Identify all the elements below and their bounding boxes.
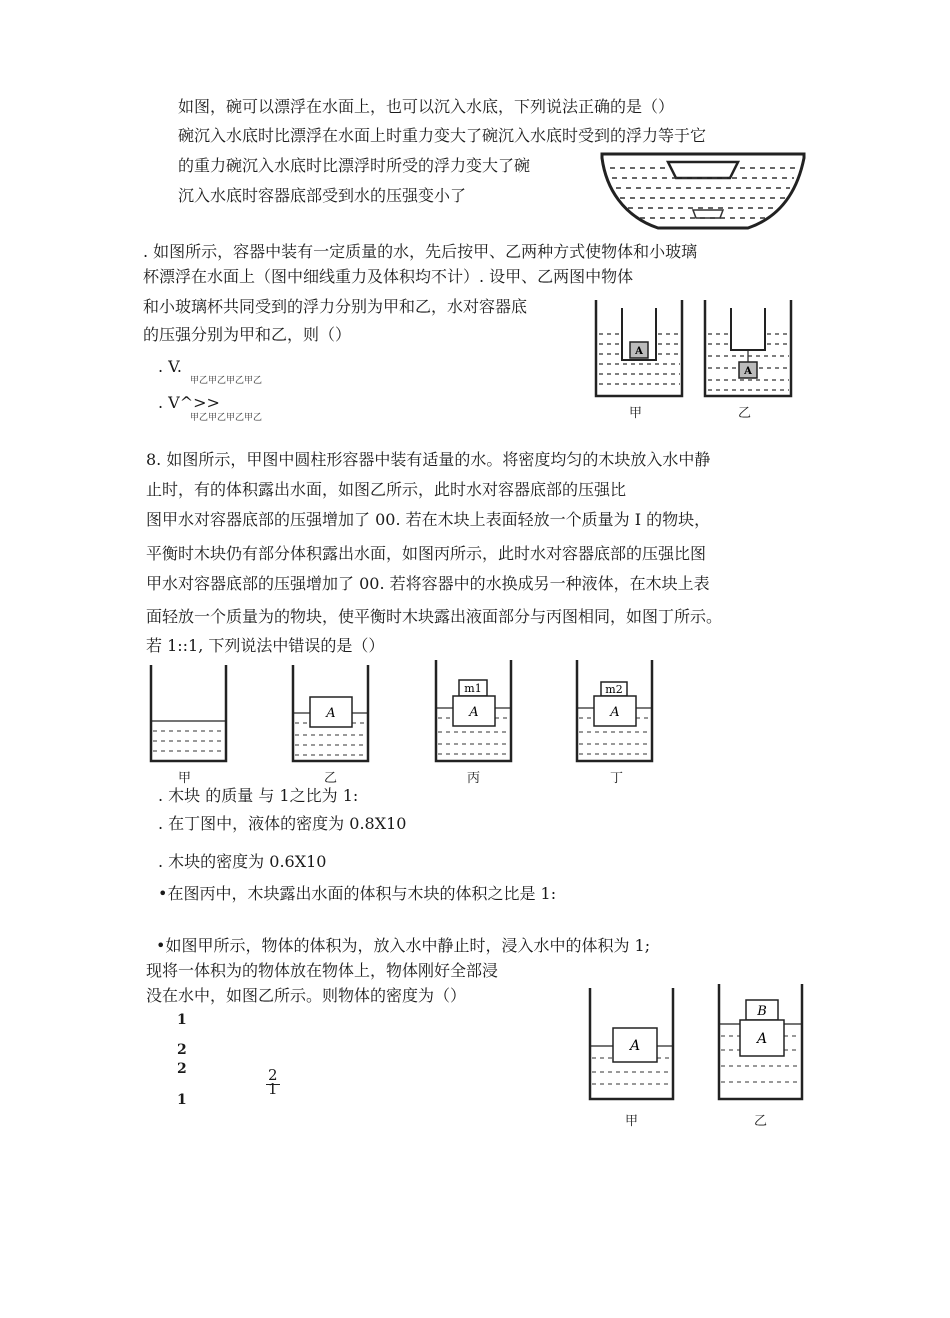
q1-line-4: 沉入水底时容器底部受到水的压强变小了 xyxy=(178,186,467,205)
q4-num-3: 2 xyxy=(177,1061,187,1077)
q4-fraction-bottom: 1 xyxy=(268,1080,278,1098)
bowl-figure xyxy=(598,148,808,236)
q2-option-2: . V^>> xyxy=(158,393,220,412)
q4-num-2: 2 xyxy=(177,1042,187,1058)
q3-line-7: 若 1::1, 下列说法中错误的是（） xyxy=(146,636,385,655)
svg-text:A: A xyxy=(629,1038,641,1054)
svg-text:A: A xyxy=(756,1031,768,1047)
q2-line-3: 和小玻璃杯共同受到的浮力分别为甲和乙，水对容器底 xyxy=(143,297,528,316)
q3-line-5: 甲水对容器底部的压强增加了 00. 若将容器中的水换成另一种液体，在木块上表 xyxy=(146,574,710,593)
q3-fig-label-jia: 甲 xyxy=(178,771,192,786)
svg-text:A: A xyxy=(326,706,336,721)
q4-fig-label-jia: 甲 xyxy=(625,1114,639,1129)
q1-line-2: 碗沉入水底时比漂浮在水面上时重力变大了碗沉入水底时受到的浮力等于它 xyxy=(178,126,707,145)
q3-line-2: 止时，有的体积露出水面，如图乙所示，此时水对容器底部的压强比 xyxy=(146,480,627,499)
svg-text:B: B xyxy=(757,1004,767,1019)
q3-fig-label-ding: 丁 xyxy=(610,771,624,786)
q3-line-6: 面轻放一个质量为的物块，使平衡时木块露出液面部分与丙图相同，如图丁所示。 xyxy=(146,607,723,626)
svg-text:A: A xyxy=(635,346,643,357)
svg-text:m2: m2 xyxy=(605,683,623,696)
q3-figure-yi xyxy=(290,665,372,765)
q2-option-2-subscripts: 甲乙甲乙甲乙甲乙 xyxy=(190,413,263,423)
q3-line-1: 8. 如图所示，甲图中圆柱形容器中装有适量的水。将密度均匀的木块放入水中静 xyxy=(146,450,711,469)
q2-figure-jia xyxy=(594,298,684,398)
svg-text:A: A xyxy=(610,705,620,720)
q4-figure-jia xyxy=(587,988,677,1103)
q2-fig-label-yi: 乙 xyxy=(738,406,752,421)
q3-figure-jia xyxy=(148,665,230,765)
q3-figure-ding xyxy=(574,660,656,765)
q3-option-3: . 木块的密度为 0.6X10 xyxy=(158,852,327,871)
q3-figure-bing xyxy=(433,660,515,765)
q2-line-1: . 如图所示，容器中装有一定质量的水，先后按甲、乙两种方式使物体和小玻璃 xyxy=(143,242,698,261)
q4-line-2: 现将一体积为的物体放在物体上，物体刚好全部浸 xyxy=(146,961,499,980)
q3-line-3: 图甲水对容器底部的压强增加了 00. 若在木块上表面轻放一个质量为 I 的物块， xyxy=(146,510,711,529)
q2-fig-label-jia: 甲 xyxy=(629,406,643,421)
q4-num-1: 1 xyxy=(177,1012,187,1028)
q3-option-4: •在图丙中，木块露出水面的体积与木块的体积之比是 1: xyxy=(158,884,557,903)
q2-line-2: 杯漂浮在水面上（图中细线重力及体积均不计）. 设甲、乙两图中物体 xyxy=(143,267,634,286)
q4-fig-label-yi: 乙 xyxy=(754,1114,768,1129)
q4-line-1: •如图甲所示，物体的体积为，放入水中静止时，浸入水中的体积为 1; xyxy=(156,936,651,955)
q3-option-2: . 在丁图中，液体的密度为 0.8X10 xyxy=(158,814,407,833)
q2-option-1-subscripts: 甲乙甲乙甲乙甲乙 xyxy=(190,376,263,386)
q4-figure-yi xyxy=(716,984,806,1099)
q3-option-1: . 木块 的质量 与 1之比为 1: xyxy=(158,786,359,805)
q3-line-4: 平衡时木块仍有部分体积露出水面，如图丙所示，此时水对容器底部的压强比图 xyxy=(146,544,707,563)
svg-text:A: A xyxy=(744,366,752,377)
q1-line-1: 如图，碗可以漂浮在水面上，也可以沉入水底，下列说法正确的是（） xyxy=(178,97,675,116)
q4-line-3: 没在水中，如图乙所示。则物体的密度为（） xyxy=(146,986,467,1005)
svg-text:m1: m1 xyxy=(464,682,482,695)
q2-option-1: . V. xyxy=(158,357,183,376)
q2-figure-yi xyxy=(703,298,793,398)
q3-fig-label-yi: 乙 xyxy=(324,771,338,786)
q4-num-4: 1 xyxy=(177,1092,187,1108)
q4-fraction-top: 2 xyxy=(268,1066,278,1084)
svg-text:A: A xyxy=(469,705,479,720)
q2-line-4: 的压强分别为甲和乙，则（） xyxy=(143,325,352,344)
q3-fig-label-bing: 丙 xyxy=(467,771,481,786)
q1-line-3: 的重力碗沉入水底时比漂浮时所受的浮力变大了碗 xyxy=(178,156,531,175)
